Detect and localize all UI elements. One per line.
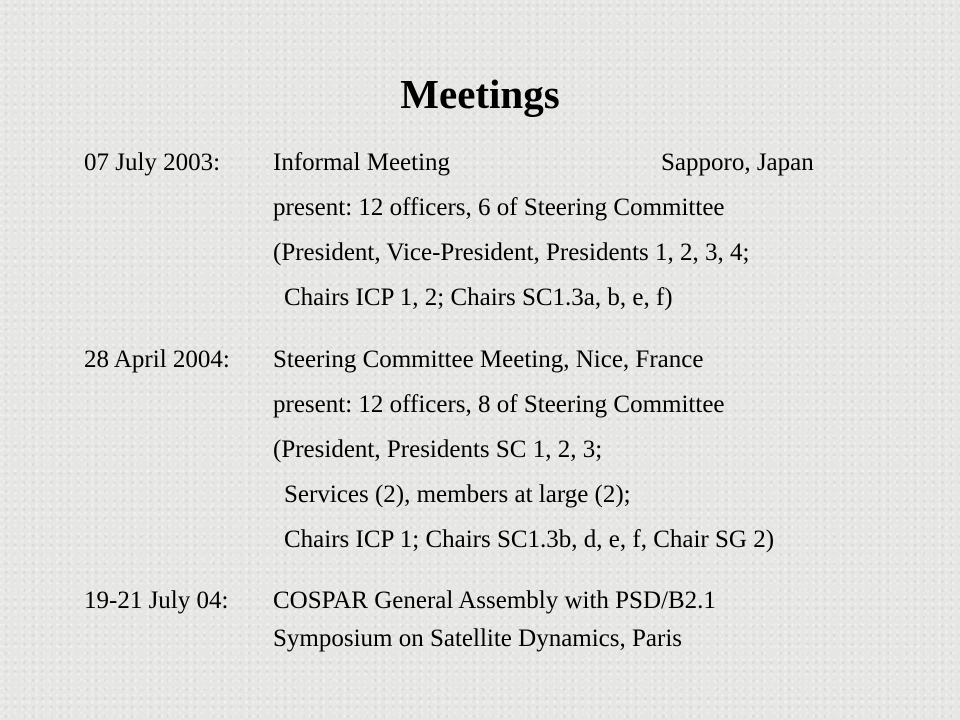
meeting-event: Informal Meeting [273, 149, 451, 176]
meeting-event: COSPAR General Assembly with PSD/B2.1 [273, 587, 716, 614]
slide-title: Meetings [400, 71, 560, 117]
meeting-date: 07 July 2003: [84, 149, 221, 176]
meeting-detail: (President, Presidents SC 1, 2, 3; [273, 436, 603, 463]
meeting-event: Steering Committee Meeting, Nice, France [273, 346, 704, 373]
meeting-date: 28 April 2004: [84, 346, 230, 373]
meeting-detail: Chairs ICP 1, 2; Chairs SC1.3a, b, e, f) [284, 284, 673, 311]
meeting-date: 19-21 July 04: [84, 587, 229, 614]
meeting-detail: Services (2), members at large (2); [284, 481, 631, 508]
meeting-detail: present: 12 officers, 6 of Steering Committee [273, 194, 725, 221]
meeting-detail: Symposium on Satellite Dynamics, Paris [273, 625, 683, 652]
meeting-detail: present: 12 officers, 8 of Steering Committee [273, 391, 725, 418]
meeting-location: Sapporo, Japan [661, 149, 814, 176]
meeting-detail: (President, Vice-President, Presidents 1, 2, 3, 4; [273, 239, 750, 266]
meeting-detail: Chairs ICP 1; Chairs SC1.3b, d, e, f, Chair SG 2) [284, 526, 775, 553]
